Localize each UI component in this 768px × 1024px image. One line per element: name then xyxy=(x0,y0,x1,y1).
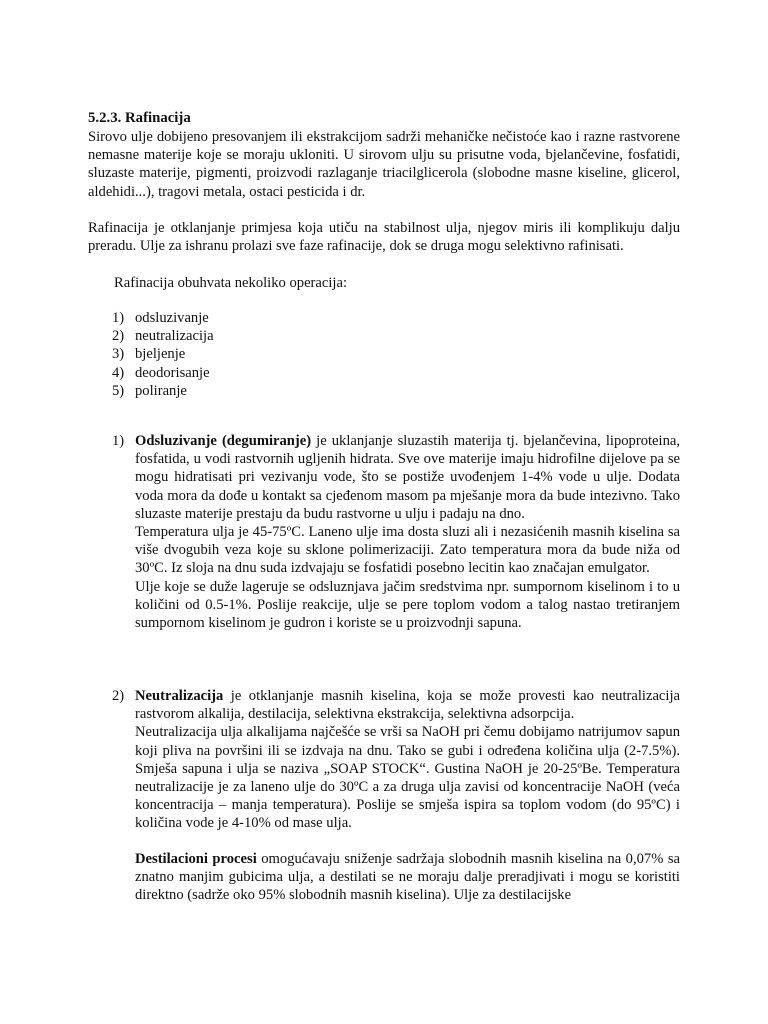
list-item xyxy=(112,327,214,345)
operations-list xyxy=(112,309,214,400)
list-label: neutralizacija xyxy=(135,328,214,345)
section-distillation xyxy=(135,850,680,905)
section-term: Neutralizacija xyxy=(135,688,224,704)
section-paragraph xyxy=(135,432,680,523)
operations-intro: Rafinacija obuhvata nekoliko operacija: xyxy=(114,275,348,291)
list-number: 5) xyxy=(112,382,125,399)
section-paragraph: Ulje koje se duže lageruje se odsluznjava jačim sredstvima npr. sumpornom kiselinom i to u količini od 0.5-1%. Poslije reakcije, ulje se pere toplom vodom a talog nastao tretiranjem sumpornom kiselinom je gudron i koriste se u proizvodnji sapuna. xyxy=(135,578,680,632)
list-number: 2) xyxy=(112,328,125,345)
paragraph-refining-definition: Rafinacija je otklanjanje primjesa koja utiču na stabilnost ulja, njegov miris ili komplikuju dalju preradu. Ulje za ishranu prolazi sve faze rafinacije, dok se druga mogu selektivno rafinisati. xyxy=(88,220,680,255)
list-item xyxy=(112,309,214,327)
section-paragraph xyxy=(135,687,680,723)
list-item xyxy=(112,364,214,382)
section-degumming xyxy=(112,432,680,632)
section-body xyxy=(135,687,680,833)
list-number: 3) xyxy=(112,346,125,363)
list-number: 4) xyxy=(112,364,125,381)
section-body xyxy=(135,432,680,632)
section-text: je otklanjanje masnih kiselina, koja se može provesti kao neutralizacija rastvorom alkalija, destilacija, selektivna ekstrakcija, selektivna adsorpcija. xyxy=(135,688,680,723)
section-term: Destilacioni procesi xyxy=(135,851,257,867)
list-label: deodorisanje xyxy=(135,364,210,381)
section-paragraph: Neutralizacija ulja alkalijama najčešće se vrši sa NaOH pri čemu dobijamo natrijumov sapun koji pliva na površini ili se izdvaja na dnu. Tako se gubi i određena količina ulja (2-7.5%). Smješa sapuna i ulja se naziva „SOAP STOCK“. Gustina NaOH je 20-25ºBe. Temperatura neutralizacije je za laneno ulje do 30ºC a za druga ulja zavisi od koncentracije NaOH (veća koncentracija – manja temperatura). Poslije se smješa ispira sa toplom vodom (do 95ºC) i količina vode je 4-10% od mase ulja. xyxy=(135,724,680,832)
section-heading: 5.2.3. Rafinacija xyxy=(88,110,191,126)
section-number: 1) xyxy=(112,433,125,449)
section-text: omogućavaju sniženje sadržaja slobodnih masnih kiselina na 0,07% sa znatno manjim gubicima ulja, a destilati se ne moraju dalje preradjivati i mogu se koristiti direktno (sadrže oko 95% slobodnih masnih kiselina). Ulje za destilacijske xyxy=(135,851,680,904)
list-item xyxy=(112,345,214,363)
list-number: 1) xyxy=(112,310,125,326)
list-item xyxy=(112,382,214,400)
list-label: odsluzivanje xyxy=(135,310,209,326)
list-label: bjeljenje xyxy=(135,346,186,363)
paragraph-crude-oil: Sirovo ulje dobijeno presovanjem ili ekstrakcijom sadrži mehaničke nečistoće kao i razne rastvorene nemasne materije koje se moraju ukloniti. U sirovom ulju su prisutne voda, bjelančevine, fosfatidi, sluzaste materije, pigmenti, proizvodi razlaganje triacilglicerola (slobodne masne kiseline, glicerol, aldehidi...), tragovi metala, ostaci pesticida i dr. xyxy=(88,129,680,200)
list-label: poliranje xyxy=(135,382,187,399)
section-term: Odsluzivanje (degumiranje) xyxy=(135,433,312,449)
section-number: 2) xyxy=(112,688,125,704)
section-text: je uklanjanje sluzastih materija tj. bjelančevina, lipoproteina, fosfatida, u vodi rastvornih ugljenih hidrata. Sve ove materije imaju hidrofilne dijelove pa se mogu hidratisati pri vezivanju vode, što se postiže uvođenjem 1-4% vode u ulje. Dodata voda mora da dođe u kontakt sa cjeđenom masom pa mješanje mora da bude intezivno. Tako sluzaste materije prestaju da budu rastvorne u ulju i padaju na dno. xyxy=(135,433,680,522)
section-neutralization xyxy=(112,687,680,833)
section-paragraph: Temperatura ulja je 45-75ºC. Laneno ulje ima dosta sluzi ali i nezasićenih masnih kiselina sa više dvogubih veza koje su sklone polimerizaciji. Zato temperatura mora da bude niža od 30ºC. Iz sloja na dnu suda izdvajaju se fosfatidi posebno lecitin kao značajan emulgator. xyxy=(135,524,680,577)
